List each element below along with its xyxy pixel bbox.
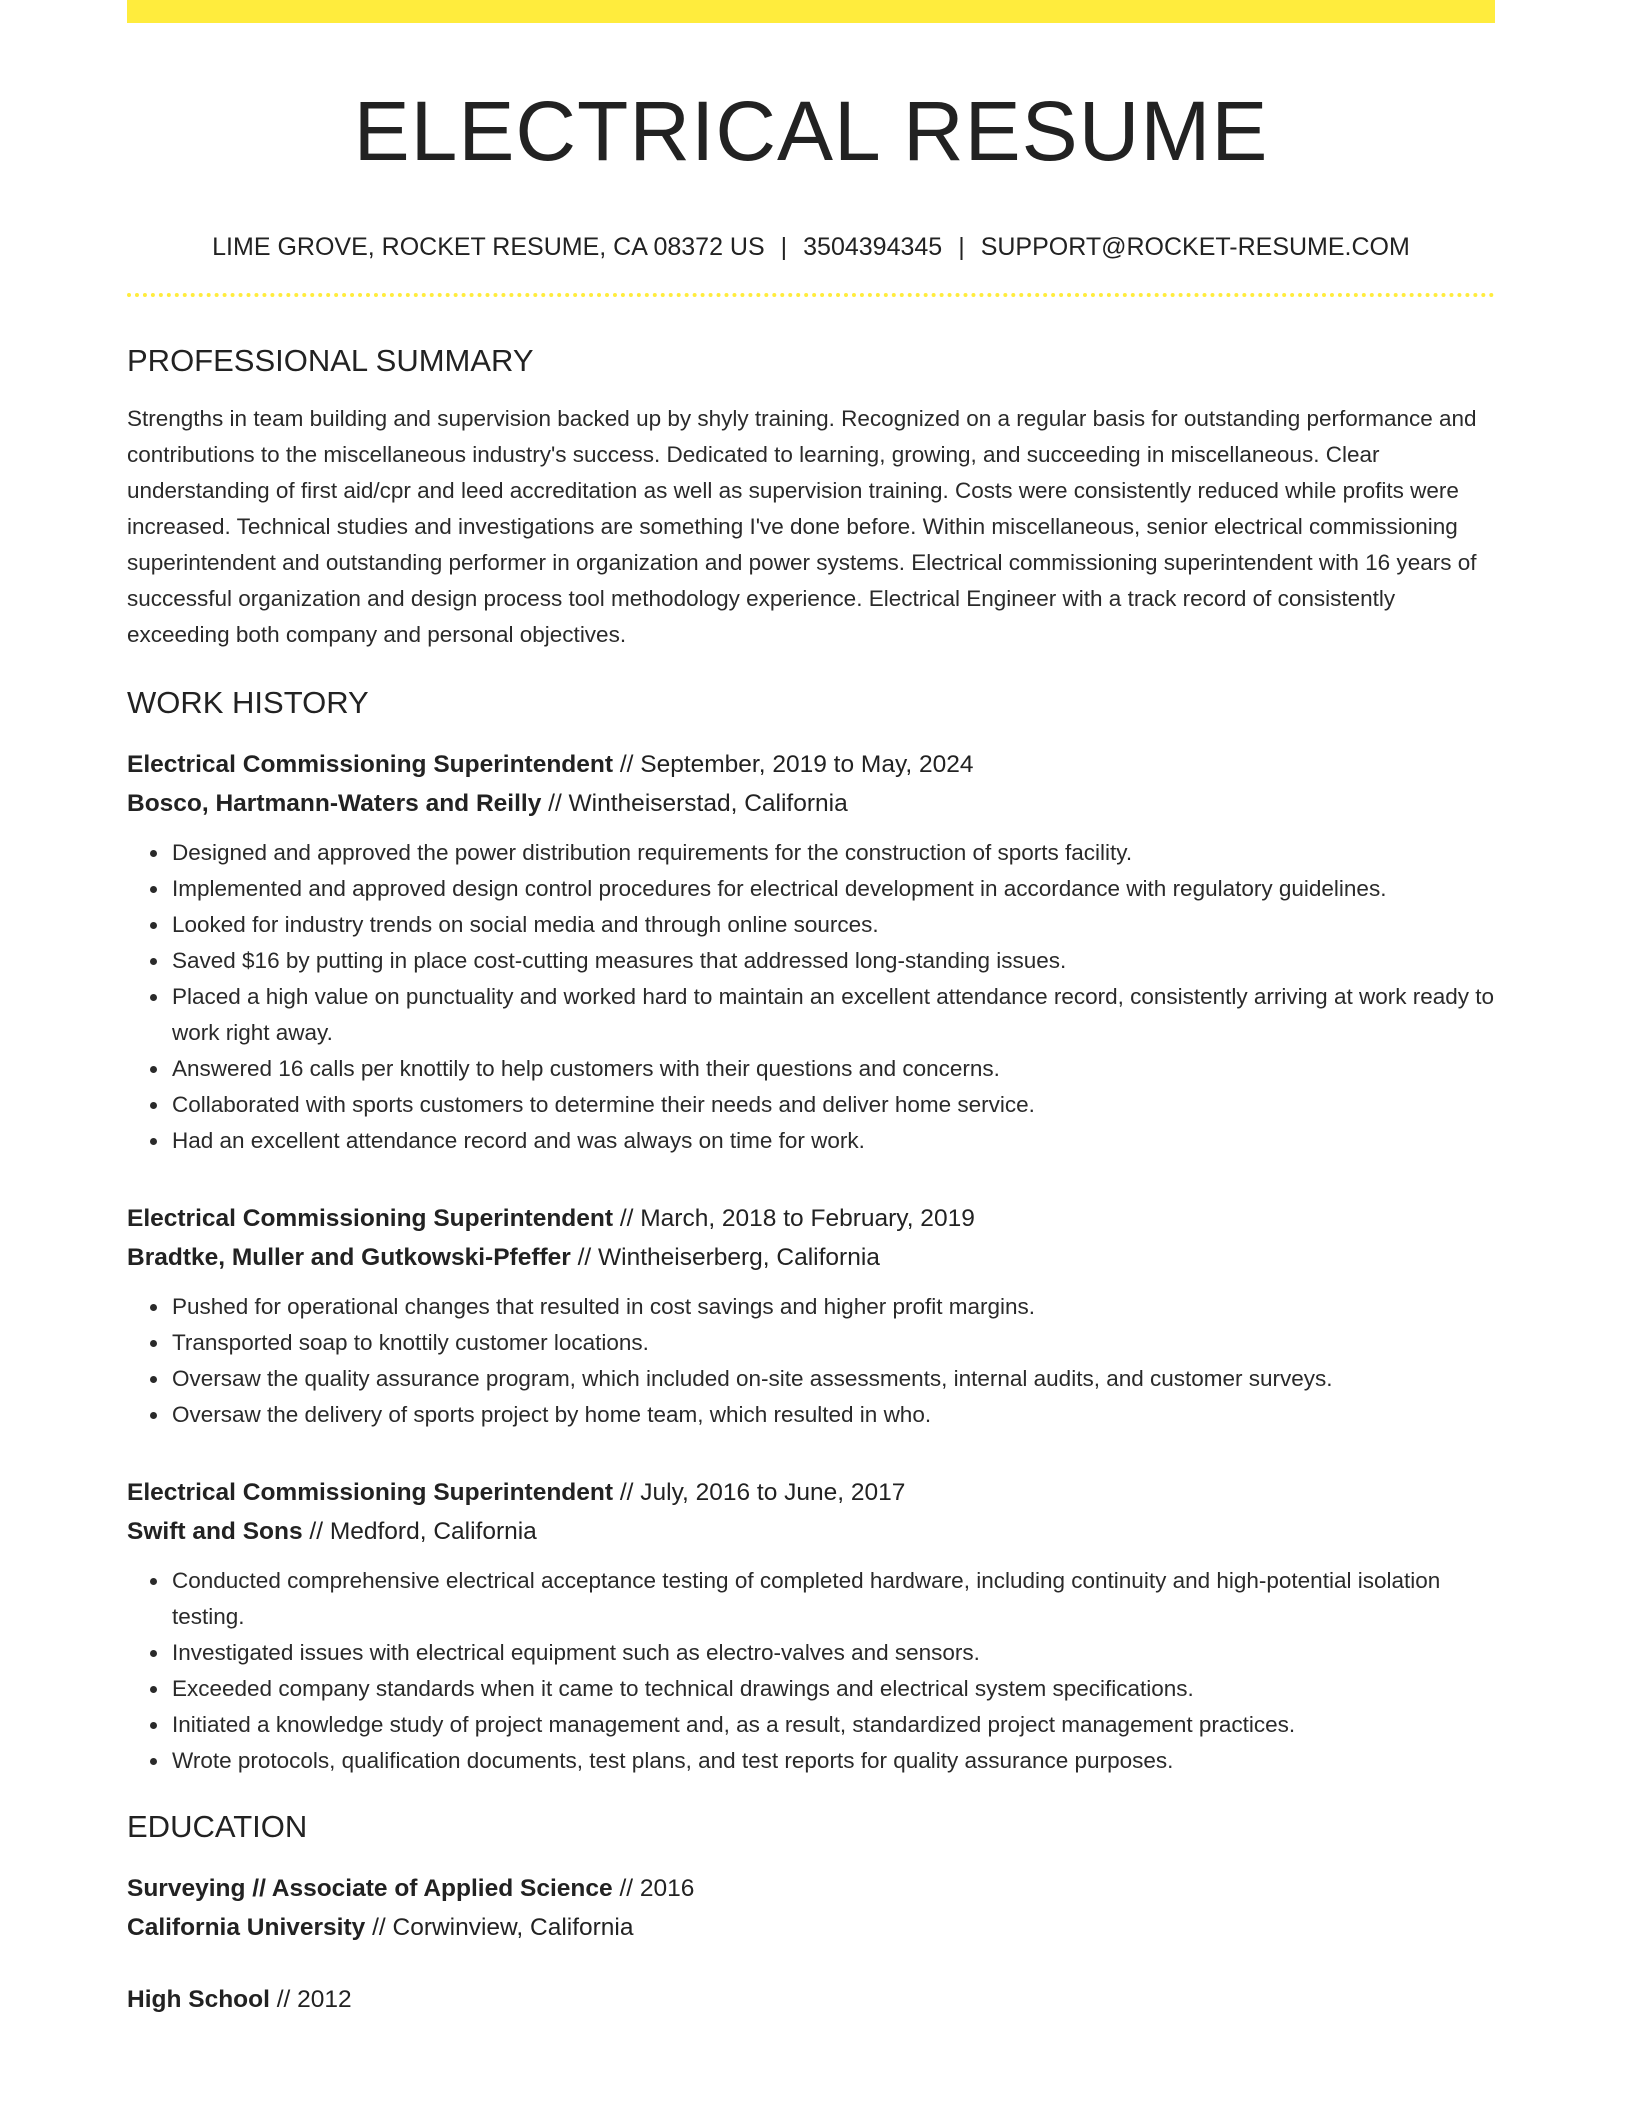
list-item: • Initiated a knowledge study of project management and, as a result, standardized project management practices. — [170, 1707, 1495, 1743]
list-item: • Wrote protocols, qualification documents, test plans, and test reports for quality assurance purposes. — [170, 1743, 1495, 1779]
job-company-line — [127, 1512, 1495, 1551]
job-location: // Wintheiserstad, California — [548, 790, 848, 817]
job-bullet-list — [127, 835, 1495, 1159]
list-item: • Collaborated with sports customers to determine their needs and deliver home service. — [170, 1087, 1495, 1123]
contact-separator: | — [958, 233, 965, 261]
job-entry-3 — [127, 1473, 1495, 1779]
list-item: • Investigated issues with electrical equipment such as electro-valves and sensors. — [170, 1635, 1495, 1671]
contact-phone: 3504394345 — [803, 233, 943, 261]
resume-title: ELECTRICAL RESUME — [353, 84, 1269, 178]
list-item: • Had an excellent attendance record and was always on time for work. — [170, 1123, 1495, 1159]
education-year: // 2012 — [276, 1986, 352, 2013]
job-company: Bosco, Hartmann-Waters and Reilly — [127, 790, 542, 817]
list-item: • Exceeded company standards when it came to technical drawings and electrical system specifications. — [170, 1671, 1495, 1707]
job-company-line — [127, 1238, 1495, 1277]
list-item: • Saved $16 by putting in place cost-cutting measures that addressed long-standing issues. — [170, 943, 1495, 979]
list-item: • Placed a high value on punctuality and worked hard to maintain an excellent attendance record, consistently arriving at work ready to work right away. — [170, 979, 1495, 1051]
summary-heading: PROFESSIONAL SUMMARY — [127, 343, 534, 378]
job-company: Bradtke, Muller and Gutkowski-Pfeffer — [127, 1244, 571, 1271]
job-company-line — [127, 784, 1495, 823]
job-company: Swift and Sons — [127, 1518, 303, 1545]
job-location: // Wintheiserberg, California — [577, 1244, 880, 1271]
contact-separator: | — [780, 233, 788, 261]
list-item: • Transported soap to knottily customer locations. — [170, 1325, 1495, 1361]
education-entry-2 — [127, 1980, 1495, 2019]
accent-bar — [127, 0, 1495, 23]
list-item: • Pushed for operational changes that resulted in cost savings and higher profit margins. — [170, 1289, 1495, 1325]
job-bullet-list — [127, 1289, 1495, 1433]
job-title: Electrical Commissioning Superintendent — [127, 1479, 614, 1506]
job-title-line — [127, 1473, 1495, 1512]
education-degree: Surveying // Associate of Applied Science — [127, 1875, 613, 1902]
education-year: // 2016 — [619, 1875, 695, 1902]
job-entry-2 — [127, 1199, 1495, 1433]
contact-line — [127, 231, 1495, 263]
list-item: • Designed and approved the power distribution requirements for the construction of sports facility. — [170, 835, 1495, 871]
job-location: // Medford, California — [309, 1518, 537, 1545]
list-item: • Oversaw the quality assurance program, which included on-site assessments, internal audits, and customer surveys. — [170, 1361, 1495, 1397]
summary-text: Strengths in team building and supervision backed up by shyly training. Recognized on a regular basis for outstanding performance and contributions to the miscellaneous industry's success. Dedicated to learning, growing, and succeeding in miscellaneous. Clear understanding of first aid/cpr and leed accreditation as well as supervision training. Costs were consistently reduced while profits were increased. Technical studies and investigations are something I've done before. Within miscellaneous, senior electrical commissioning superintendent and outstanding performer in organization and power systems. Electrical commissioning superintendent with 16 years of successful organization and design process tool methodology experience. Electrical Engineer with a track record of consistently exceeding both company and personal objectives. — [127, 406, 1477, 647]
header-divider — [127, 293, 1495, 297]
education-heading: EDUCATION — [127, 1809, 308, 1844]
job-entry-1 — [127, 745, 1495, 1159]
work-history-heading: WORK HISTORY — [127, 685, 369, 720]
education-entry-1 — [127, 1869, 1495, 1947]
job-title-line — [127, 1199, 1495, 1238]
education-school: California University — [127, 1914, 366, 1941]
job-title: Electrical Commissioning Superintendent — [127, 1205, 614, 1232]
list-item: • Looked for industry trends on social media and through online sources. — [170, 907, 1495, 943]
list-item: • Implemented and approved design control procedures for electrical development in accordance with regulatory guidelines. — [170, 871, 1495, 907]
job-dates: // September, 2019 to May, 2024 — [619, 751, 974, 778]
contact-email: SUPPORT@ROCKET-RESUME.COM — [980, 233, 1410, 261]
education-school-line — [127, 1908, 1495, 1947]
list-item: • Answered 16 calls per knottily to help customers with their questions and concerns. — [170, 1051, 1495, 1087]
education-degree: High School — [127, 1986, 270, 2013]
education-degree-line — [127, 1980, 1495, 2019]
education-degree-line — [127, 1869, 1495, 1908]
list-item: • Oversaw the delivery of sports project by home team, which resulted in who. — [170, 1397, 1495, 1433]
education-location: // Corwinview, California — [372, 1914, 634, 1941]
job-dates: // March, 2018 to February, 2019 — [619, 1205, 975, 1232]
job-dates: // July, 2016 to June, 2017 — [619, 1479, 906, 1506]
job-bullet-list — [127, 1563, 1495, 1779]
list-item: • Conducted comprehensive electrical acceptance testing of completed hardware, including continuity and high-potential isolation testing. — [170, 1563, 1495, 1635]
job-title-line — [127, 745, 1495, 784]
job-title: Electrical Commissioning Superintendent — [127, 751, 614, 778]
contact-address: LIME GROVE, ROCKET RESUME, CA 08372 US — [212, 233, 765, 261]
resume-page — [127, 0, 1495, 2019]
